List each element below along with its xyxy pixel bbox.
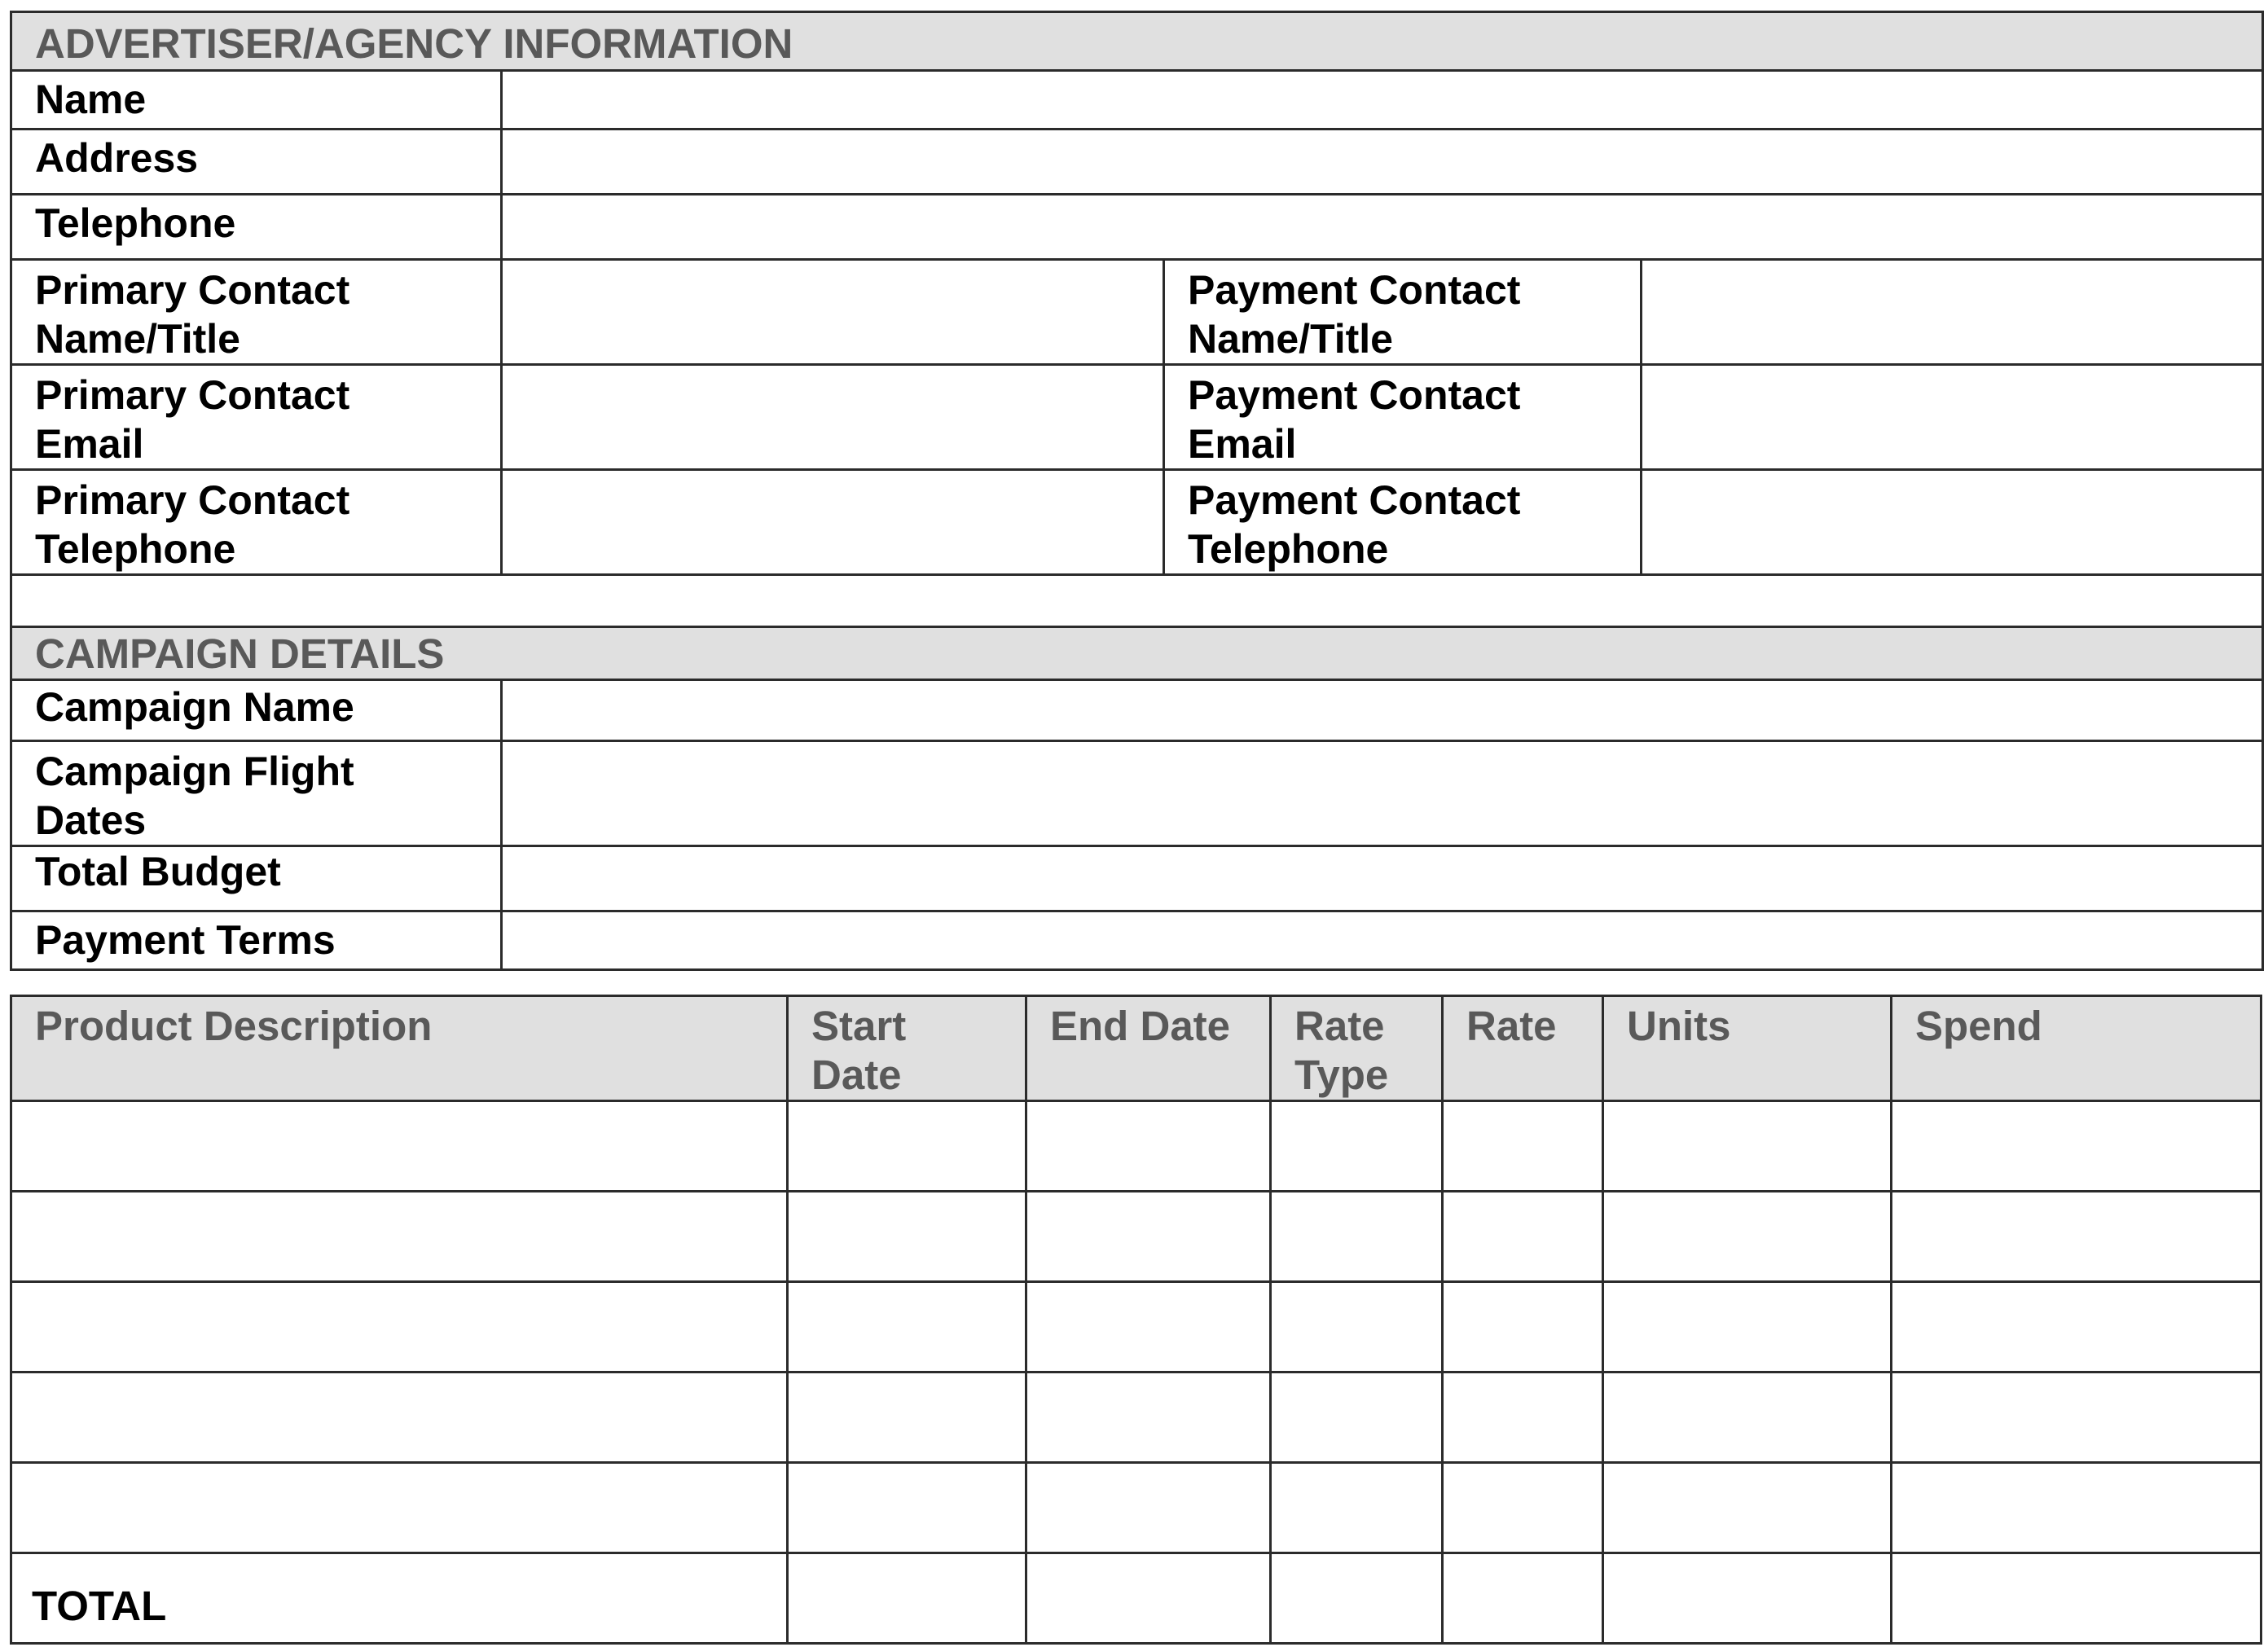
col-header-start-date-line1: Start: [811, 1003, 907, 1049]
spacer-row: [11, 575, 2263, 627]
campaign-name-row: [11, 680, 2263, 741]
payment-terms-row: [11, 911, 2263, 970]
product-table: [10, 995, 2262, 1645]
total-end-date-cell[interactable]: [1026, 1553, 1271, 1644]
primary-contact-name-title-field[interactable]: [502, 260, 1164, 365]
flight-dates-label: [11, 741, 502, 846]
primary-contact-email-label-line2: Email: [35, 421, 144, 467]
col-header-product-description-line1: Product Description: [35, 1003, 433, 1049]
primary-contact-name-title-label-line1: Primary Contact: [35, 267, 350, 313]
col-header-rate: [1443, 996, 1603, 1101]
name-label: Name: [11, 71, 502, 130]
rate-cell[interactable]: [1443, 1372, 1603, 1463]
address-label: Address: [11, 130, 502, 195]
contact-row-email: [11, 365, 2263, 470]
product-description-cell[interactable]: [11, 1372, 788, 1463]
campaign-section-header-row: [11, 627, 2263, 680]
advertiser-campaign-form: [10, 11, 2264, 971]
spacer-cell: [11, 575, 2263, 627]
col-header-units-line1: Units: [1627, 1003, 1731, 1049]
spend-cell[interactable]: [1892, 1101, 2261, 1192]
primary-contact-email-label-line1: Primary Contact: [35, 372, 350, 418]
payment-contact-name-title-label: [1164, 260, 1642, 365]
col-header-units: [1603, 996, 1892, 1101]
primary-contact-telephone-field[interactable]: [502, 470, 1164, 575]
end-date-cell[interactable]: [1026, 1192, 1271, 1282]
col-header-rate-line1: Rate: [1466, 1003, 1557, 1049]
address-row: [11, 130, 2263, 195]
telephone-field[interactable]: [502, 195, 2263, 260]
spend-cell[interactable]: [1892, 1372, 2261, 1463]
start-date-cell[interactable]: [788, 1372, 1026, 1463]
payment-contact-name-title-field[interactable]: [1642, 260, 2263, 365]
telephone-label: Telephone: [11, 195, 502, 260]
advertiser-section-title: ADVERTISER/AGENCY INFORMATION: [11, 12, 2263, 71]
units-cell[interactable]: [1603, 1192, 1892, 1282]
rate-type-cell[interactable]: [1271, 1463, 1443, 1553]
col-header-end-date: [1026, 996, 1271, 1101]
start-date-cell[interactable]: [788, 1192, 1026, 1282]
flight-dates-label-line2: Dates: [35, 797, 147, 843]
payment-terms-label: Payment Terms: [11, 911, 502, 970]
rate-cell[interactable]: [1443, 1282, 1603, 1372]
contact-row-telephone: [11, 470, 2263, 575]
name-row: [11, 71, 2263, 130]
primary-contact-email-label: [11, 365, 502, 470]
product-table-header-row: [11, 996, 2261, 1101]
total-budget-field[interactable]: [502, 846, 2263, 911]
total-rate-type-cell[interactable]: [1271, 1553, 1443, 1644]
product-row: [11, 1463, 2261, 1553]
rate-type-cell[interactable]: [1271, 1282, 1443, 1372]
payment-contact-telephone-label: [1164, 470, 1642, 575]
rate-cell[interactable]: [1443, 1192, 1603, 1282]
payment-contact-email-field[interactable]: [1642, 365, 2263, 470]
flight-dates-row: [11, 741, 2263, 846]
payment-contact-email-label-line2: Email: [1188, 421, 1297, 467]
rate-type-cell[interactable]: [1271, 1372, 1443, 1463]
start-date-cell[interactable]: [788, 1463, 1026, 1553]
total-rate-cell[interactable]: [1443, 1553, 1603, 1644]
campaign-section-title: CAMPAIGN DETAILS: [11, 627, 2263, 680]
product-row: [11, 1192, 2261, 1282]
total-budget-label: Total Budget: [11, 846, 502, 911]
col-header-spend-line1: Spend: [1915, 1003, 2042, 1049]
total-units-cell[interactable]: [1603, 1553, 1892, 1644]
col-header-rate-type: [1271, 996, 1443, 1101]
rate-cell[interactable]: [1443, 1101, 1603, 1192]
telephone-row: [11, 195, 2263, 260]
start-date-cell[interactable]: [788, 1101, 1026, 1192]
rate-type-cell[interactable]: [1271, 1192, 1443, 1282]
campaign-name-field[interactable]: [502, 680, 2263, 741]
total-spend-cell[interactable]: [1892, 1553, 2261, 1644]
col-header-product-description: [11, 996, 788, 1101]
name-field[interactable]: [502, 71, 2263, 130]
primary-contact-telephone-label-line2: Telephone: [35, 526, 236, 572]
product-row: [11, 1282, 2261, 1372]
payment-contact-telephone-field[interactable]: [1642, 470, 2263, 575]
spend-cell[interactable]: [1892, 1282, 2261, 1372]
payment-contact-telephone-label-line1: Payment Contact: [1188, 477, 1521, 523]
end-date-cell[interactable]: [1026, 1101, 1271, 1192]
col-header-end-date-line1: End Date: [1050, 1003, 1231, 1049]
col-header-spend: [1892, 996, 2261, 1101]
flight-dates-label-line1: Campaign Flight: [35, 749, 354, 794]
primary-contact-name-title-label-line2: Name/Title: [35, 316, 240, 362]
product-description-cell[interactable]: [11, 1282, 788, 1372]
primary-contact-email-field[interactable]: [502, 365, 1164, 470]
payment-contact-email-label: [1164, 365, 1642, 470]
col-header-rate-type-line1: Rate: [1294, 1003, 1385, 1049]
col-header-start-date: [788, 996, 1026, 1101]
payment-contact-name-title-label-line1: Payment Contact: [1188, 267, 1521, 313]
payment-contact-name-title-label-line2: Name/Title: [1188, 316, 1393, 362]
end-date-cell[interactable]: [1026, 1372, 1271, 1463]
primary-contact-name-title-label: [11, 260, 502, 365]
units-cell[interactable]: [1603, 1372, 1892, 1463]
product-description-cell[interactable]: [11, 1192, 788, 1282]
product-row: [11, 1101, 2261, 1192]
payment-contact-email-label-line1: Payment Contact: [1188, 372, 1521, 418]
primary-contact-telephone-label: [11, 470, 502, 575]
product-description-cell[interactable]: [11, 1463, 788, 1553]
campaign-name-label: Campaign Name: [11, 680, 502, 741]
spend-cell[interactable]: [1892, 1192, 2261, 1282]
total-row: [11, 1553, 2261, 1644]
address-field[interactable]: [502, 130, 2263, 195]
product-description-cell[interactable]: [11, 1101, 788, 1192]
end-date-cell[interactable]: [1026, 1282, 1271, 1372]
end-date-cell[interactable]: [1026, 1463, 1271, 1553]
rate-cell[interactable]: [1443, 1463, 1603, 1553]
advertiser-section-header-row: [11, 12, 2263, 71]
total-budget-row: [11, 846, 2263, 911]
primary-contact-telephone-label-line1: Primary Contact: [35, 477, 350, 523]
payment-terms-field[interactable]: [502, 911, 2263, 970]
total-start-date-cell[interactable]: [788, 1553, 1026, 1644]
units-cell[interactable]: [1603, 1101, 1892, 1192]
product-row: [11, 1372, 2261, 1463]
flight-dates-field[interactable]: [502, 741, 2263, 846]
units-cell[interactable]: [1603, 1463, 1892, 1553]
spend-cell[interactable]: [1892, 1463, 2261, 1553]
payment-contact-telephone-label-line2: Telephone: [1188, 526, 1389, 572]
rate-type-cell[interactable]: [1271, 1101, 1443, 1192]
total-label: TOTAL: [11, 1553, 788, 1644]
start-date-cell[interactable]: [788, 1282, 1026, 1372]
units-cell[interactable]: [1603, 1282, 1892, 1372]
col-header-rate-type-line2: Type: [1294, 1052, 1389, 1098]
contact-row-name-title: [11, 260, 2263, 365]
col-header-start-date-line2: Date: [811, 1052, 902, 1098]
